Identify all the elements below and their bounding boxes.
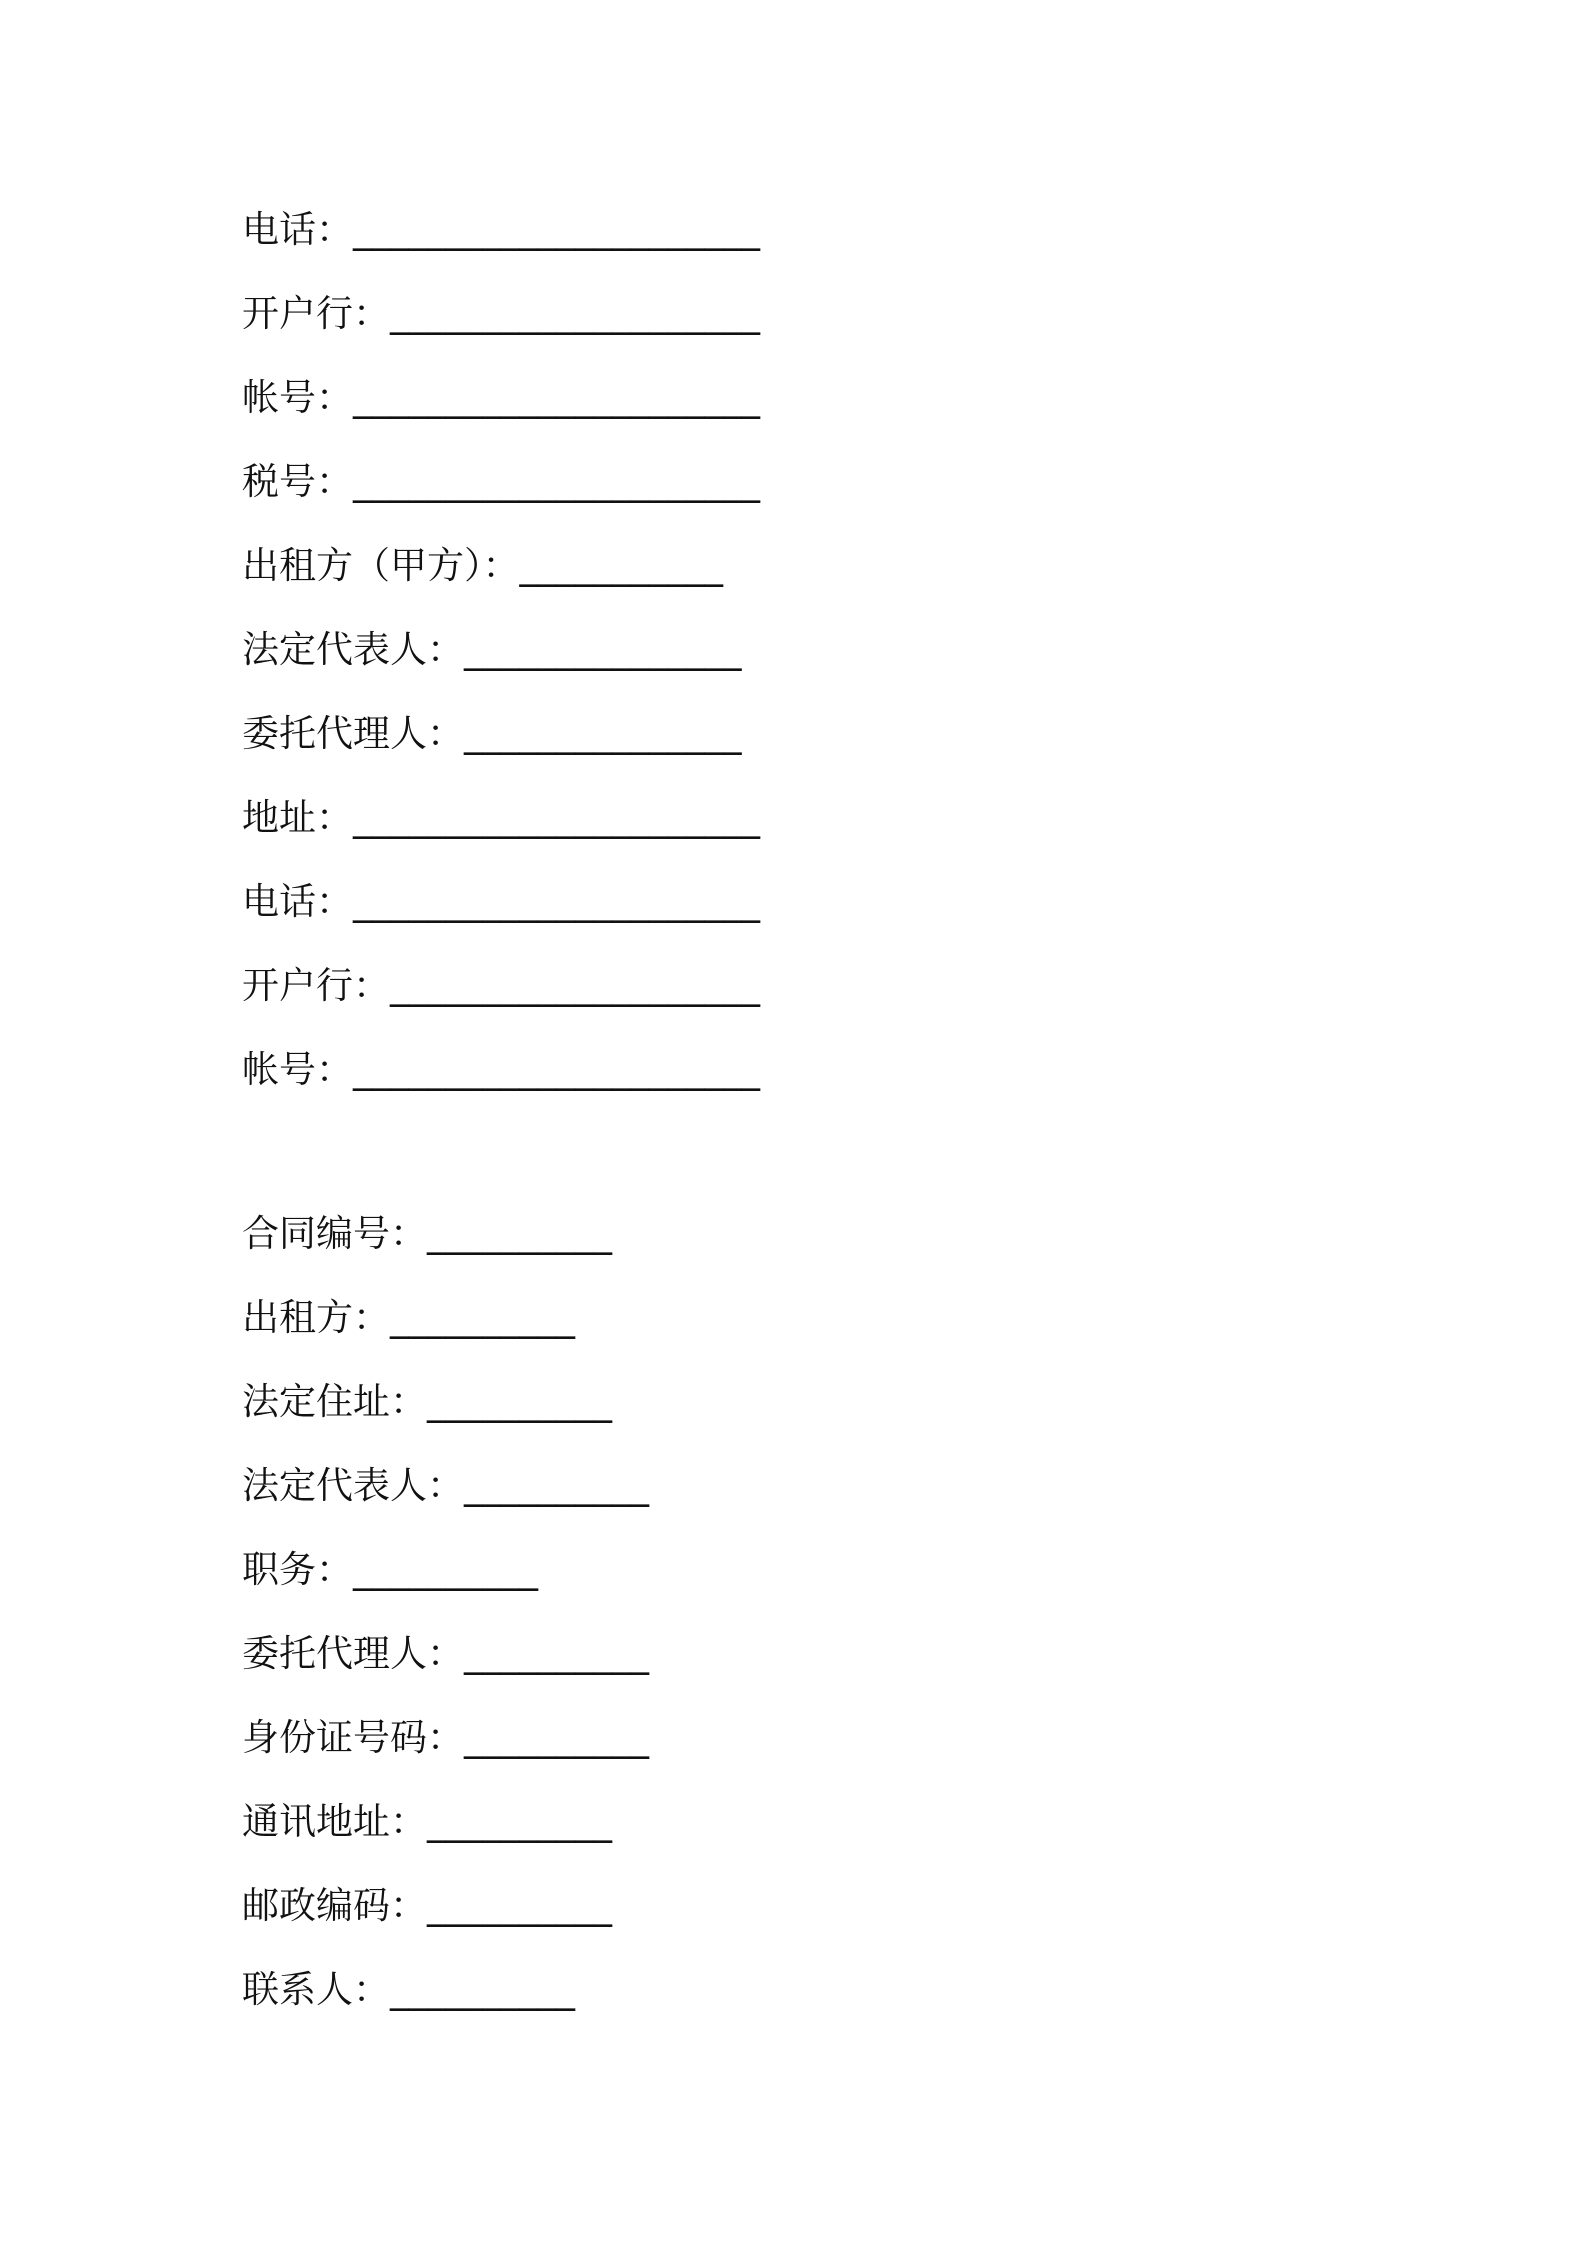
account-field: [242, 366, 760, 450]
address-blank: ______________________: [353, 796, 760, 839]
second-phone-blank: ______________________: [353, 880, 760, 923]
second-bank-field: [242, 954, 760, 1038]
legal-representative-field: [242, 618, 760, 702]
lessor-party-a-blank: ___________: [519, 544, 723, 587]
position-label: 职务：: [242, 1548, 353, 1591]
legal-address-field: [242, 1370, 649, 1454]
mailing-address-blank: __________: [427, 1800, 612, 1843]
legal-address-label: 法定住址：: [242, 1380, 427, 1423]
legal-representative-label: 法定代表人：: [242, 628, 464, 671]
mailing-address-label: 通讯地址：: [242, 1800, 427, 1843]
lessor-field: [242, 1286, 649, 1370]
lessor-party-a-field: [242, 534, 760, 618]
second-bank-blank: ____________________: [390, 964, 760, 1007]
position-blank: __________: [353, 1548, 538, 1591]
postal-code-blank: __________: [427, 1884, 612, 1927]
contact-person-field: [242, 1958, 649, 2042]
lessor-blank: __________: [390, 1296, 575, 1339]
authorized-agent-label: 委托代理人：: [242, 712, 464, 755]
contact-person-label: 联系人：: [242, 1968, 390, 2011]
contract-legal-representative-blank: __________: [464, 1464, 649, 1507]
contract-legal-representative-field: [242, 1454, 649, 1538]
second-account-label: 帐号：: [242, 1048, 353, 1091]
id-number-blank: __________: [464, 1716, 649, 1759]
address-label: 地址：: [242, 796, 353, 839]
contract-authorized-agent-blank: __________: [464, 1632, 649, 1675]
tax-number-label: 税号：: [242, 460, 353, 503]
authorized-agent-blank: _______________: [464, 712, 742, 755]
contract-number-label: 合同编号：: [242, 1212, 427, 1255]
postal-code-label: 邮政编码：: [242, 1884, 427, 1927]
tax-number-blank: ______________________: [353, 460, 760, 503]
contract-number-field: [242, 1202, 649, 1286]
contact-info-section: [242, 198, 760, 1122]
account-label: 帐号：: [242, 376, 353, 419]
second-account-field: [242, 1038, 760, 1122]
second-phone-label: 电话：: [242, 880, 353, 923]
contract-info-section: [242, 1202, 649, 2042]
contract-authorized-agent-field: [242, 1622, 649, 1706]
second-bank-label: 开户行：: [242, 964, 390, 1007]
mailing-address-field: [242, 1790, 649, 1874]
address-field: [242, 786, 760, 870]
contact-person-blank: __________: [390, 1968, 575, 2011]
account-blank: ______________________: [353, 376, 760, 419]
postal-code-field: [242, 1874, 649, 1958]
contract-authorized-agent-label: 委托代理人：: [242, 1632, 464, 1675]
second-account-blank: ______________________: [353, 1048, 760, 1091]
legal-address-blank: __________: [427, 1380, 612, 1423]
bank-field: [242, 282, 760, 366]
phone-field: [242, 198, 760, 282]
tax-number-field: [242, 450, 760, 534]
bank-label: 开户行：: [242, 292, 390, 335]
position-field: [242, 1538, 649, 1622]
bank-blank: ____________________: [390, 292, 760, 335]
second-phone-field: [242, 870, 760, 954]
phone-label: 电话：: [242, 208, 353, 251]
contract-legal-representative-label: 法定代表人：: [242, 1464, 464, 1507]
id-number-label: 身份证号码：: [242, 1716, 464, 1759]
phone-blank: ______________________: [353, 208, 760, 251]
legal-representative-blank: _______________: [464, 628, 742, 671]
lessor-label: 出租方：: [242, 1296, 390, 1339]
id-number-field: [242, 1706, 649, 1790]
authorized-agent-field: [242, 702, 760, 786]
contract-number-blank: __________: [427, 1212, 612, 1255]
lessor-party-a-label: 出租方（甲方）：: [242, 544, 520, 587]
